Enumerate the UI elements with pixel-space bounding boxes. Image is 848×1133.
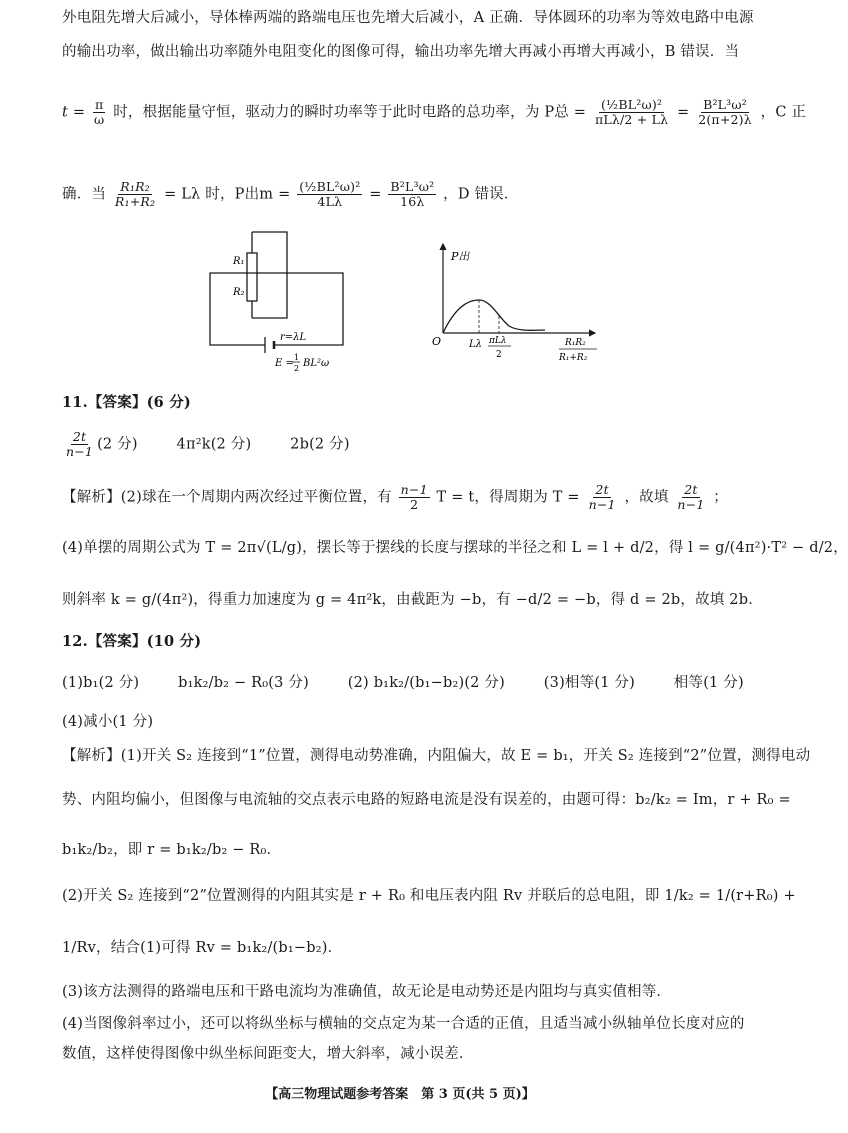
label-emf-pre: E = bbox=[275, 358, 294, 369]
fraction: $\frac{n-1}{2}$ bbox=[400, 482, 428, 512]
text-line-power: t = $\frac{\pi}{\omega}$ 时，根据能量守恒，驱动力的瞬时功率等于此时电路的总功率，为 P总 = $\frac{\text{(½BL²ω)²}}{\text{πLλ/2 + Lλ}}$ = $\frac{\text{B²L³ω²}}{2(\pi+2)\lambda}$ ，C 正 bbox=[62, 97, 807, 127]
q12-answer-4: (4)减小(1 分) bbox=[62, 714, 154, 730]
fraction: $\frac{\text{(½BL²ω)²}}{4L\lambda}$ bbox=[299, 179, 361, 209]
label-r2: R₂ bbox=[233, 287, 245, 298]
q12-explain: 【解析】(1)开关 S₂ 连接到“1”位置，测得电动势准确，内阻偏大，故 E = b₁，开关 S₂ 连接到“2”位置，测得电动 bbox=[62, 748, 811, 764]
q12-answers: (1)b₁(2 分) b₁k₂/b₂ − R₀(3 分) (2) b₁k₂/(b₁−b₂)(2 分) (3)相等(1 分) 相等(1 分) bbox=[62, 675, 744, 691]
label-internal-r: r=λL bbox=[280, 332, 307, 343]
q11-answers: $\frac{2t}{n-1}$ (2 分) 4π²k(2 分) 2b(2 分) bbox=[66, 429, 350, 459]
y-axis-label: P出 bbox=[451, 250, 470, 263]
fraction: $\frac{2t}{n-1}$ bbox=[66, 429, 94, 459]
label-emf-num: 1 bbox=[294, 353, 300, 362]
q11-explain-3: 则斜率 k = g/(4π²)，得重力加速度为 g = 4π²k，由截距为 −b，有 −d/2 = −b，得 d = 2b，故填 2b． bbox=[62, 592, 763, 608]
x-axis-label: R₁+R₂ bbox=[559, 353, 588, 363]
fraction: $\frac{\pi}{\omega}$ bbox=[94, 97, 105, 127]
label-emf-den: 2 bbox=[294, 364, 300, 373]
origin-label: O bbox=[432, 335, 442, 348]
q12-explain: b₁k₂/b₂，即 r = b₁k₂/b₂ − R₀． bbox=[62, 842, 282, 858]
fraction: $\frac{2t}{n-1}$ bbox=[588, 482, 616, 512]
q12-explain: 数值，这样使得图像中纵坐标间距变大，增大斜率，减小误差． bbox=[62, 1046, 474, 1062]
text-line: 外电阻先增大后减小，导体棒两端的路端电压也先增大后减小，A 正确．导体圆环的功率为等效电路中电源 bbox=[62, 10, 754, 26]
text-line-max-power: 确．当 $\frac{\text{R₁R₂}}{\text{R₁+R₂}}$ = Lλ 时，P出m = $\frac{\text{(½BL²ω)²}}{4L\lambda}$ = $\frac{\text{B²L³ω²}}{16\lambda}$ ，D 错误． bbox=[62, 179, 519, 209]
q12-heading: 12.【答案】(10 分) bbox=[62, 633, 202, 650]
q11-heading: 11.【答案】(6 分) bbox=[62, 394, 191, 411]
tick-label: πLλ bbox=[489, 336, 507, 346]
x-axis-label: R₁R₂ bbox=[565, 338, 586, 348]
tick-label: 2 bbox=[496, 350, 502, 360]
resistor-r1-r2 bbox=[247, 253, 257, 301]
power-curve bbox=[443, 300, 545, 333]
fraction: $\frac{\text{R₁R₂}}{\text{R₁+R₂}}$ bbox=[114, 179, 156, 209]
q12-explain: (3)该方法测得的路端电压和干路电流均为准确值，故无论是电动势还是内阻均与真实值相等． bbox=[62, 984, 672, 1000]
q12-explain: (4)当图像斜率过小，还可以将纵坐标与横轴的交点定为某一合适的正值，且适当减小纵轴单位长度对应的 bbox=[62, 1016, 745, 1032]
label-r1: R₁ bbox=[233, 256, 245, 267]
q12-explain: 势、内阻均偏小，但图像与电流轴的交点表示电路的短路电流是没有误差的，由题可得：b₂/k₂ = Im，r + R₀ = bbox=[62, 792, 791, 808]
circuit-wire bbox=[210, 232, 287, 345]
fraction: $\frac{\text{(½BL²ω)²}}{\text{πLλ/2 + Lλ}}$ bbox=[594, 97, 669, 127]
label-emf-post: BL²ω bbox=[303, 358, 330, 369]
page-footer: 【高三物理试题参考答案 第 3 页(共 5 页)】 bbox=[265, 1087, 535, 1102]
circuit-diagram bbox=[200, 218, 380, 378]
power-curve-chart bbox=[425, 238, 605, 370]
fraction: $\frac{\text{B²L³ω²}}{16\lambda}$ bbox=[390, 179, 435, 209]
q11-explain-1: 【解析】(2)球在一个周期内两次经过平衡位置，有 $\frac{n-1}{2}$ T = t，得周期为 T = $\frac{2t}{n-1}$ ，故填 $\frac{2t}{n-1}$ ； bbox=[62, 482, 728, 512]
fraction: $\frac{2t}{n-1}$ bbox=[677, 482, 705, 512]
q11-explain-2: (4)单摆的周期公式为 T = 2π√(L/g)，摆长等于摆线的长度与摆球的半径之和 L = l + d/2，得 l = g/(4π²)·T² − d/2， bbox=[62, 540, 848, 556]
tick-label: Lλ bbox=[469, 339, 482, 350]
q12-explain: 1/Rv，结合(1)可得 Rv = b₁k₂/(b₁−b₂)． bbox=[62, 940, 343, 956]
text-line: 的输出功率，做出输出功率随外电阻变化的图像可得，输出功率先增大再减小再增大再减小，B 错误．当 bbox=[62, 44, 740, 60]
q12-explain: (2)开关 S₂ 连接到“2”位置测得的内阻其实是 r + R₀ 和电压表内阻 Rv 并联后的总电阻，即 1/k₂ = 1/(r+R₀) + bbox=[62, 888, 796, 904]
fraction: $\frac{\text{B²L³ω²}}{2(\pi+2)\lambda}$ bbox=[698, 97, 752, 127]
